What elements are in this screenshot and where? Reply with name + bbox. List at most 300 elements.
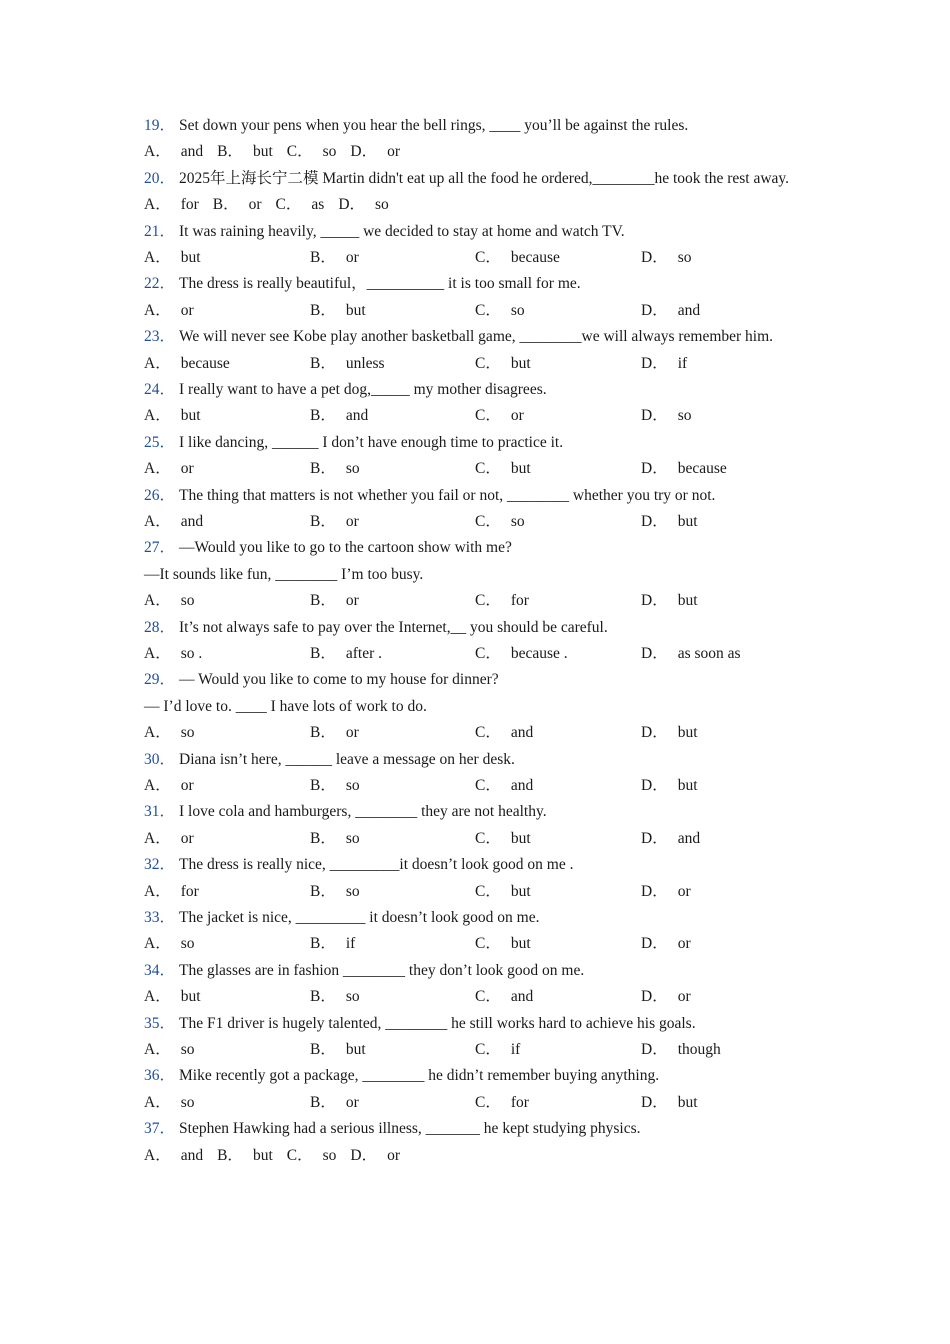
option-text: but (510, 829, 531, 847)
answer-options (144, 826, 804, 852)
option-letter: C． (475, 829, 501, 847)
question-number: 22． (144, 275, 176, 293)
question-stem (144, 377, 804, 403)
option-text: and (510, 724, 534, 742)
option-text: but (510, 460, 531, 478)
question-number: 25． (144, 433, 176, 451)
question-block (144, 483, 804, 536)
option-text: and (180, 1146, 204, 1164)
option-letter: C． (475, 512, 501, 530)
option-letter: B． (310, 249, 336, 266)
option-text: but (345, 301, 366, 319)
option-letter: A． (144, 1146, 171, 1164)
question-stem (144, 535, 804, 561)
answer-options (144, 192, 804, 218)
option-text: but (180, 249, 201, 266)
answer-options (144, 1090, 804, 1116)
option-text: so (345, 882, 360, 900)
option-letter: C． (475, 988, 501, 1006)
option-letter: D． (641, 1093, 668, 1111)
option-letter: B． (310, 644, 336, 662)
option-text: for (180, 196, 199, 214)
option-letter: A． (144, 249, 171, 266)
answer-option[interactable] (641, 1037, 721, 1063)
question-block (144, 166, 804, 219)
answer-option[interactable] (144, 403, 201, 429)
option-text: if (345, 935, 356, 953)
question-block (144, 430, 804, 483)
option-text: for (180, 882, 199, 900)
option-text: and (677, 829, 701, 847)
answer-option[interactable] (641, 1090, 698, 1116)
option-text: but (252, 143, 273, 161)
option-letter: B． (310, 407, 336, 425)
answer-option[interactable] (144, 931, 195, 957)
answer-option[interactable] (310, 984, 360, 1010)
question-stem (144, 747, 804, 773)
option-text: because (510, 249, 560, 266)
answer-option[interactable] (641, 456, 727, 482)
option-text: but (510, 882, 531, 900)
answer-option[interactable] (144, 351, 230, 377)
question-block (144, 219, 804, 272)
question-number: 35． (144, 1014, 176, 1032)
option-letter: D． (641, 512, 668, 530)
option-text: as soon as (677, 644, 741, 662)
question-stem (144, 667, 804, 693)
answer-option[interactable] (475, 641, 568, 667)
answer-option[interactable] (641, 245, 692, 271)
option-text: for (510, 592, 529, 610)
option-letter: C． (475, 301, 501, 319)
question-text: The thing that matters is not whether you fail or not, ________ whether you try or not. (179, 486, 716, 504)
answer-option[interactable] (475, 879, 531, 905)
option-text: and (180, 512, 204, 530)
question-block (144, 535, 804, 614)
option-letter: B． (310, 988, 336, 1006)
option-letter: C． (475, 592, 501, 610)
question-number: 26． (144, 486, 176, 504)
option-letter: C． (475, 1040, 501, 1058)
answer-options (144, 509, 804, 535)
question-number: 31． (144, 803, 176, 821)
answer-option[interactable] (641, 298, 700, 324)
question-block (144, 615, 804, 668)
question-reply-line: —It sounds like fun, ________ I’m too busy. (144, 565, 424, 583)
answer-option[interactable] (475, 456, 531, 482)
answer-option[interactable] (144, 139, 203, 165)
option-letter: D． (641, 1040, 668, 1058)
option-text: or (248, 196, 262, 214)
option-letter: A． (144, 644, 171, 662)
option-text: or (345, 512, 359, 530)
option-text: but (677, 776, 698, 794)
option-text: as (311, 196, 325, 214)
question-text: It’s not always safe to pay over the Internet,__ you should be careful. (179, 618, 608, 636)
option-letter: B． (310, 935, 336, 953)
answer-option[interactable] (641, 641, 741, 667)
question-text: The jacket is nice, _________ it doesn’t look good on me. (179, 908, 540, 926)
answer-option[interactable] (475, 931, 531, 957)
answer-option[interactable] (641, 588, 698, 614)
question-number: 27． (144, 539, 176, 557)
answer-option[interactable] (641, 879, 691, 905)
option-letter: A． (144, 882, 171, 900)
answer-option[interactable] (144, 192, 199, 218)
option-letter: A． (144, 829, 171, 847)
option-letter: D． (641, 988, 668, 1006)
option-text: or (677, 935, 691, 953)
option-text: or (677, 882, 691, 900)
option-letter: C． (475, 724, 501, 742)
answer-option[interactable] (144, 245, 201, 271)
answer-option[interactable] (641, 351, 687, 377)
answer-option[interactable] (475, 403, 524, 429)
option-letter: D． (350, 1146, 378, 1164)
option-text: if (677, 354, 688, 372)
answer-option[interactable] (641, 984, 691, 1010)
option-letter: B． (310, 882, 336, 900)
question-block (144, 113, 804, 166)
question-number: 32． (144, 856, 176, 874)
question-text: It was raining heavily, _____ we decided to stay at home and watch TV. (179, 222, 625, 240)
option-text: or (387, 1146, 401, 1164)
option-text: so . (180, 644, 203, 662)
answer-options (144, 245, 804, 271)
question-stem (144, 166, 804, 192)
question-block (144, 377, 804, 430)
option-text: and (180, 143, 204, 161)
question-stem (144, 958, 804, 984)
answer-option[interactable] (641, 403, 692, 429)
option-letter: B． (310, 829, 336, 847)
option-text: so (180, 935, 195, 953)
option-letter: B． (217, 143, 243, 161)
option-text: or (180, 301, 194, 319)
question-number: 30． (144, 750, 176, 768)
answer-options (144, 641, 804, 667)
option-letter: C． (475, 407, 501, 425)
answer-options (144, 984, 804, 1010)
answer-option[interactable] (310, 403, 368, 429)
answer-option[interactable] (287, 139, 337, 165)
question-number: 23． (144, 328, 176, 346)
answer-options (144, 1143, 804, 1169)
option-letter: D． (641, 301, 668, 319)
option-text: and (510, 988, 534, 1006)
option-letter: B． (212, 196, 239, 214)
option-text: or (510, 407, 524, 425)
option-letter: A． (144, 1093, 171, 1111)
option-text: but (510, 354, 531, 372)
option-text: or (345, 724, 359, 742)
question-text: The F1 driver is hugely talented, ________ he still works hard to achieve his goals. (179, 1014, 696, 1032)
option-letter: C． (286, 1146, 313, 1164)
option-letter: A． (144, 512, 171, 530)
option-letter: B． (217, 1146, 243, 1164)
option-text: because (180, 354, 230, 372)
option-letter: B． (310, 301, 336, 319)
answer-options (144, 879, 804, 905)
answer-option[interactable] (144, 588, 195, 614)
question-block (144, 271, 804, 324)
option-letter: A． (144, 301, 171, 319)
answer-option[interactable] (475, 720, 533, 746)
question-number: 29． (144, 671, 176, 689)
option-letter: C． (475, 776, 501, 794)
option-text: unless (345, 354, 385, 372)
answer-option[interactable] (310, 879, 360, 905)
question-text: The dress is really nice, _________it doesn’t look good on me . (179, 856, 574, 874)
answer-option[interactable] (338, 192, 389, 218)
answer-option[interactable] (213, 192, 262, 218)
answer-options (144, 403, 804, 429)
answer-option[interactable] (287, 1143, 337, 1169)
question-text: The glasses are in fashion ________ they don’t look good on me. (179, 961, 585, 979)
option-letter: D． (641, 644, 668, 662)
answer-option[interactable] (310, 1090, 359, 1116)
option-letter: B． (310, 460, 336, 478)
question-text: Set down your pens when you hear the bell rings, ____ you’ll be against the rules. (179, 117, 689, 134)
question-stem (144, 483, 804, 509)
question-text: I like dancing, ______ I don’t have enough time to practice it. (179, 433, 564, 451)
question-text: 2025年上海长宁二模 Martin didn't eat up all the food he ordered,________he took the rest away. (179, 169, 790, 187)
question-text: I love cola and hamburgers, ________ they are not healthy. (179, 803, 547, 821)
question-stem (144, 799, 804, 825)
option-letter: D． (641, 935, 668, 953)
option-text: so (180, 1093, 195, 1111)
answer-option[interactable] (475, 351, 531, 377)
option-letter: A． (144, 354, 171, 372)
answer-option[interactable] (475, 588, 529, 614)
option-text: but (677, 724, 698, 742)
option-letter: B． (310, 354, 336, 372)
question-stem (144, 615, 804, 641)
answer-option[interactable] (310, 1037, 366, 1063)
option-letter: A． (144, 143, 171, 161)
option-letter: D． (338, 196, 366, 214)
question-stem (144, 905, 804, 931)
option-letter: A． (144, 407, 171, 425)
option-letter: B． (310, 1093, 336, 1111)
option-text: or (345, 592, 359, 610)
answer-option[interactable] (641, 773, 698, 799)
answer-options (144, 588, 804, 614)
question-number: 33． (144, 908, 176, 926)
option-letter: B． (310, 1040, 336, 1058)
option-text: but (252, 1146, 273, 1164)
option-text: so (677, 407, 692, 425)
answer-option[interactable] (310, 720, 359, 746)
question-block (144, 667, 804, 746)
answer-option[interactable] (641, 826, 700, 852)
option-letter: A． (144, 724, 171, 742)
option-letter: B． (310, 592, 336, 610)
answer-option[interactable] (144, 720, 195, 746)
answer-option[interactable] (475, 826, 531, 852)
question-stem (144, 1011, 804, 1037)
question-block (144, 958, 804, 1011)
question-number: 20． (144, 169, 176, 187)
answer-options (144, 1037, 804, 1063)
option-text: and (677, 301, 701, 319)
option-text: so (345, 988, 360, 1006)
option-text: if (510, 1040, 521, 1058)
answer-option[interactable] (310, 456, 360, 482)
option-text: but (677, 1093, 698, 1111)
answer-options (144, 456, 804, 482)
answer-option[interactable] (475, 1037, 520, 1063)
answer-option[interactable] (310, 245, 359, 271)
question-block (144, 799, 804, 852)
question-block (144, 1063, 804, 1116)
option-letter: A． (144, 592, 171, 610)
answer-option[interactable] (475, 1090, 529, 1116)
answer-option[interactable] (144, 456, 194, 482)
option-letter: D． (641, 407, 668, 425)
option-text: or (677, 988, 691, 1006)
option-letter: A． (144, 988, 171, 1006)
option-letter: C． (286, 143, 313, 161)
question-block (144, 1116, 804, 1169)
answer-option[interactable] (350, 1143, 400, 1169)
question-stem (144, 430, 804, 456)
question-number: 37． (144, 1120, 176, 1138)
answer-option[interactable] (641, 509, 698, 535)
answer-option[interactable] (310, 588, 359, 614)
question-text: Stephen Hawking had a serious illness, _______ he kept studying physics. (179, 1120, 641, 1138)
answer-options (144, 720, 804, 746)
option-letter: B． (310, 512, 336, 530)
question-block (144, 747, 804, 800)
question-stem (144, 852, 804, 878)
option-letter: A． (144, 1040, 171, 1058)
option-text: so (180, 592, 195, 610)
answer-options (144, 351, 804, 377)
option-text: and (345, 407, 369, 425)
answer-option[interactable] (144, 641, 202, 667)
option-letter: C． (475, 935, 501, 953)
option-letter: A． (144, 196, 171, 214)
question-number: 19． (144, 117, 176, 134)
answer-option[interactable] (475, 984, 533, 1010)
question-text: Diana isn’t here, ______ leave a message on her desk. (179, 750, 515, 768)
question-block (144, 852, 804, 905)
option-letter: A． (144, 935, 171, 953)
answer-option[interactable] (144, 984, 201, 1010)
answer-options (144, 298, 804, 324)
answer-option[interactable] (144, 1037, 195, 1063)
answer-option[interactable] (310, 509, 359, 535)
option-text: so (322, 143, 337, 161)
answer-option[interactable] (144, 509, 203, 535)
answer-option[interactable] (144, 826, 194, 852)
option-text: so (345, 776, 360, 794)
answer-option[interactable] (144, 1143, 203, 1169)
question-text: The dress is really beautiful，__________ it is too small for me. (179, 275, 581, 293)
question-number: 24． (144, 380, 176, 398)
answer-option[interactable] (217, 139, 273, 165)
option-text: or (387, 143, 401, 161)
answer-option[interactable] (310, 773, 360, 799)
option-text: or (345, 1093, 359, 1111)
option-letter: D． (641, 592, 668, 610)
answer-option[interactable] (641, 720, 698, 746)
answer-option[interactable] (310, 931, 355, 957)
option-text: so (180, 724, 195, 742)
question-number: 21． (144, 222, 176, 240)
option-letter: D． (641, 724, 668, 742)
question-text: Mike recently got a package, ________ he didn’t remember buying anything. (179, 1067, 660, 1085)
option-text: after . (345, 644, 382, 662)
option-text: so (345, 829, 360, 847)
answer-options (144, 773, 804, 799)
answer-options (144, 139, 804, 165)
option-text: or (180, 829, 194, 847)
option-text: so (180, 1040, 195, 1058)
question-text: I really want to have a pet dog,_____ my mother disagrees. (179, 380, 547, 398)
option-letter: B． (310, 776, 336, 794)
option-text: so (510, 301, 525, 319)
answer-option[interactable] (310, 298, 366, 324)
option-text: and (510, 776, 534, 794)
answer-option[interactable] (475, 298, 525, 324)
answer-option[interactable] (310, 826, 360, 852)
question-stem (144, 219, 804, 245)
question-text: We will never see Kobe play another basketball game, ________we will always remember him. (179, 328, 774, 346)
answer-option[interactable] (144, 773, 194, 799)
answer-option[interactable] (276, 192, 325, 218)
option-text: but (180, 407, 201, 425)
option-text: so (510, 512, 525, 530)
option-text: so (322, 1146, 337, 1164)
question-block (144, 1011, 804, 1064)
option-letter: C． (475, 644, 501, 662)
answer-option[interactable] (217, 1143, 273, 1169)
option-text: or (180, 776, 194, 794)
question-stem (144, 324, 804, 350)
answer-option[interactable] (350, 139, 400, 165)
option-text: so (375, 196, 389, 214)
option-text: but (180, 988, 201, 1006)
option-text: because . (510, 644, 568, 662)
answer-option[interactable] (144, 298, 194, 324)
option-letter: D． (641, 829, 668, 847)
answer-option[interactable] (475, 245, 560, 271)
question-block (144, 905, 804, 958)
option-letter: C． (475, 460, 501, 478)
question-stem (144, 1116, 804, 1142)
option-letter: C． (475, 1093, 501, 1111)
answer-option[interactable] (310, 641, 382, 667)
question-number: 34． (144, 961, 176, 979)
answer-option[interactable] (641, 931, 691, 957)
option-text: but (677, 512, 698, 530)
option-text: though (677, 1040, 721, 1058)
answer-option[interactable] (475, 773, 533, 799)
option-text: or (345, 249, 359, 266)
option-letter: D． (641, 354, 668, 372)
option-letter: C． (475, 354, 501, 372)
answer-option[interactable] (310, 351, 385, 377)
question-block (144, 324, 804, 377)
answer-options (144, 931, 804, 957)
answer-option[interactable] (475, 509, 525, 535)
question-number: 28． (144, 618, 176, 636)
option-letter: A． (144, 776, 171, 794)
answer-option[interactable] (144, 879, 199, 905)
answer-option[interactable] (144, 1090, 195, 1116)
